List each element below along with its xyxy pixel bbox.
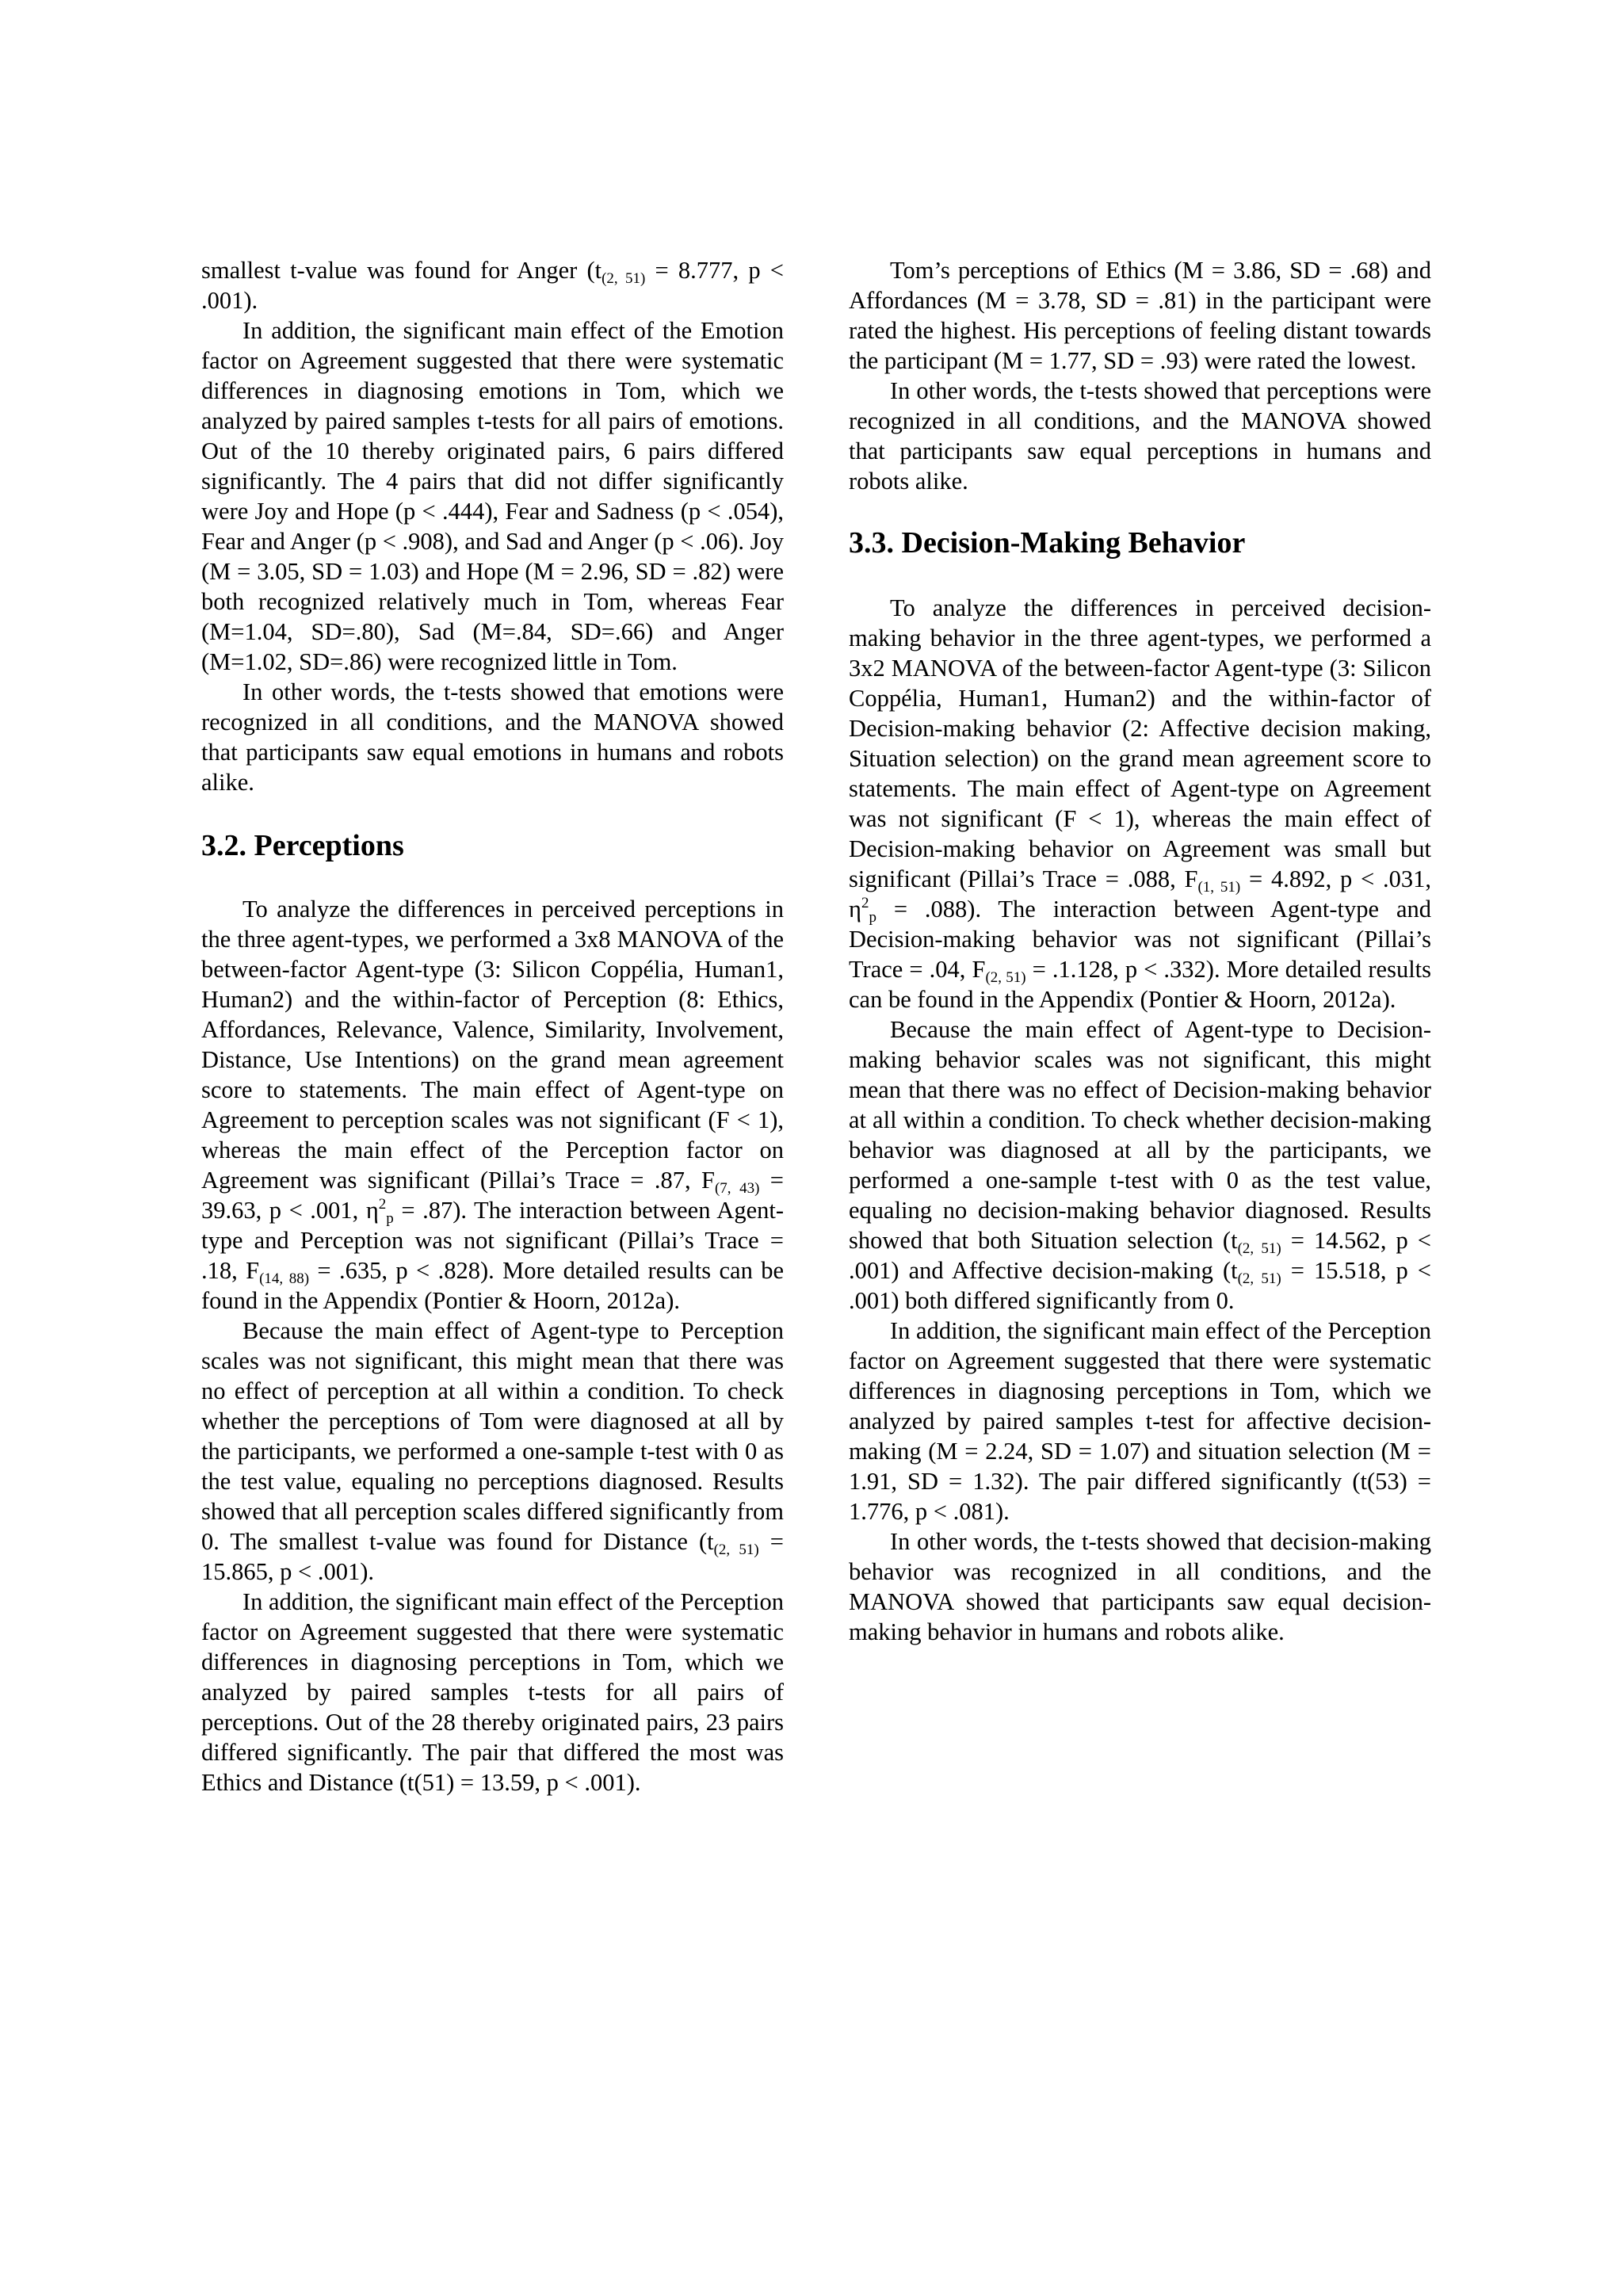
text-run: = 39.63, p < .001, η	[201, 1167, 784, 1224]
subscript: (2, 51)	[713, 1541, 759, 1558]
subscript: (14, 88)	[259, 1270, 310, 1287]
text-run: = 8.777, p < .001).	[201, 257, 785, 314]
text-run: = 14.562, p < .001) and Affective decision-making (t	[849, 1227, 1432, 1284]
left-column	[201, 255, 784, 1797]
right-column	[849, 255, 1431, 1647]
text-run: Because the main effect of Agent-type to Decision-making behavior scales was not significant, this might mean that there was no effect of Decision-making behavior at all within a condition. To check whether decision-making behavior was diagnosed at all by the participants, we performed a one-sample t-test with 0 as the test value, equaling no decision-making behavior diagnosed. Results showed that both Situation selection (t	[849, 1016, 1431, 1254]
subscript: p	[386, 1210, 394, 1227]
subscript: (1, 51)	[1197, 879, 1241, 896]
subscript: (2, 51)	[985, 969, 1026, 986]
subscript: (2, 51)	[601, 270, 646, 287]
text-run: = .088). The interaction between Agent-type and Decision-making behavior was not significant (Pillai’s Trace = .04, F	[849, 896, 1431, 983]
paragraph-emotion-summary: In other words, the t-tests showed that emotions were recognized in all conditions, and the MANOVA showed that participants saw equal emotions in humans and robots alike.	[201, 678, 784, 796]
superscript: 2	[861, 895, 869, 911]
text-run: = 15.865, p < .001).	[201, 1528, 785, 1585]
text-run: = .635, p < .828). More detailed results can be found in the Appendix (Pontier & Hoorn, 2012a).	[201, 1257, 785, 1314]
paragraph-perceptions-pairs: In addition, the significant main effect of the Perception factor on Agreement suggested that there were systematic differences in diagnosing perceptions in Tom, which we analyzed by paired samples t-tests for all pairs of perceptions. Out of the 28 thereby originated pairs, 23 pairs differed significantly. The pair that differed the most was Ethics and Distance (t(51) = 13.59, p < .001).	[201, 1588, 784, 1796]
paragraph-decision-summary: In other words, the t-tests showed that decision-making behavior was recognized in all conditions, and the MANOVA showed that participants saw equal decision-making behavior in humans and robots alike.	[849, 1528, 1431, 1645]
section-heading-perceptions: 3.2. Perceptions	[201, 829, 404, 862]
paragraph-decision-manova	[849, 593, 1431, 1014]
paragraph-tom-perceptions: Tom’s perceptions of Ethics (M = 3.86, SD = .68) and Affordances (M = 3.78, SD = .81) in the participant were rated the highest. His perceptions of feeling distant towards the participant (M = 1.77, SD = .93) were rated the lowest.	[849, 257, 1431, 374]
paragraph-decision-ttest	[849, 1014, 1431, 1316]
paragraph-decision-pairs: In addition, the significant main effect of the Perception factor on Agreement suggested that there were systematic differences in diagnosing perceptions in Tom, which we analyzed by paired samples t-test for affective decision-making (M = 2.24, SD = 1.07) and situation selection (M = 1.91, SD = 1.32). The pair differed significantly (t(53) = 1.776, p < .081).	[849, 1317, 1431, 1525]
text-run: Because the main effect of Agent-type to Perception scales was not significant, this might mean that there was no effect of perception at all within a condition. To check whether the perceptions of Tom were diagnosed at all by the participants, we performed a one-sample t-test with 0 as the test value, equaling no perceptions diagnosed. Results showed that all perception scales differed significantly from 0. The smallest t-value was found for Distance (t	[201, 1317, 784, 1555]
text-run: = .1.128, p < .332). More detailed results can be found in the Appendix (Pontier & Hoorn, 2012a).	[849, 956, 1432, 1013]
text-run: To analyze the differences in perceived decision-making behavior in the three agent-types, we performed a 3x2 MANOVA of the between-factor Agent-type (3: Silicon Coppélia, Human1, Human2) and the within-factor of Decision-making behavior (2: Affective decision making, Situation selection) on the grand mean agreement score to statements. The main effect of Agent-type on Agreement was not significant (F < 1), whereas the main effect of Decision-making behavior on Agreement was small but significant (Pillai’s Trace = .088, F	[849, 594, 1431, 892]
paragraph-perceptions-ttest	[201, 1316, 784, 1587]
paragraph-perceptions-summary: In other words, the t-tests showed that perceptions were recognized in all conditions, and the MANOVA showed that participants saw equal perceptions in humans and robots alike.	[849, 377, 1431, 495]
text-run: = 15.518, p < .001) both differed significantly from 0.	[849, 1257, 1432, 1314]
paragraph-continuation	[201, 255, 784, 315]
paragraph-perceptions-manova	[201, 894, 784, 1316]
section-heading-decision-making: 3.3. Decision-Making Behavior	[849, 526, 1246, 560]
subscript: (7, 43)	[714, 1180, 760, 1197]
text-run: smallest t-value was found for Anger (t	[201, 257, 602, 284]
text-run: = .87). The interaction between Agent-type and Perception was not significant (Pillai’s Trace = .18, F	[201, 1197, 785, 1284]
text-run: To analyze the differences in perceived perceptions in the three agent-types, we performed a 3x8 MANOVA of the between-factor Agent-type (3: Silicon Coppélia, Human1, Human2) and the within-factor of Perception (8: Ethics, Affordances, Relevance, Valence, Similarity, Involvement, Distance, Use Intentions) on the grand mean agreement score to statements. The main effect of Agent-type on Agreement to perception scales was not significant (F < 1), whereas the main effect of the Perception factor on Agreement was significant (Pillai’s Trace = .87, F	[201, 896, 784, 1194]
superscript: 2	[378, 1196, 387, 1213]
subscript: (2, 51)	[1237, 1240, 1281, 1257]
subscript: (2, 51)	[1237, 1270, 1281, 1287]
subscript: p	[869, 909, 876, 926]
text-run: = 4.892, p < .031, η	[849, 865, 1432, 923]
paragraph-emotion-pairs: In addition, the significant main effect of the Emotion factor on Agreement suggested that there were systematic differences in diagnosing emotions in Tom, which we analyzed by paired samples t-tests for all pairs of emotions. Out of the 10 thereby originated pairs, 6 pairs differed significantly. The 4 pairs that did not differ significantly were Joy and Hope (p < .444), Fear and Sadness (p < .054), Fear and Anger (p < .908), and Sad and Anger (p < .06). Joy (M = 3.05, SD = 1.03) and Hope (M = 2.96, SD = .82) were both recognized relatively much in Tom, whereas Fear (M=1.04, SD=.80), Sad (M=.84, SD=.66) and Anger (M=1.02, SD=.86) were recognized little in Tom.	[201, 317, 784, 675]
